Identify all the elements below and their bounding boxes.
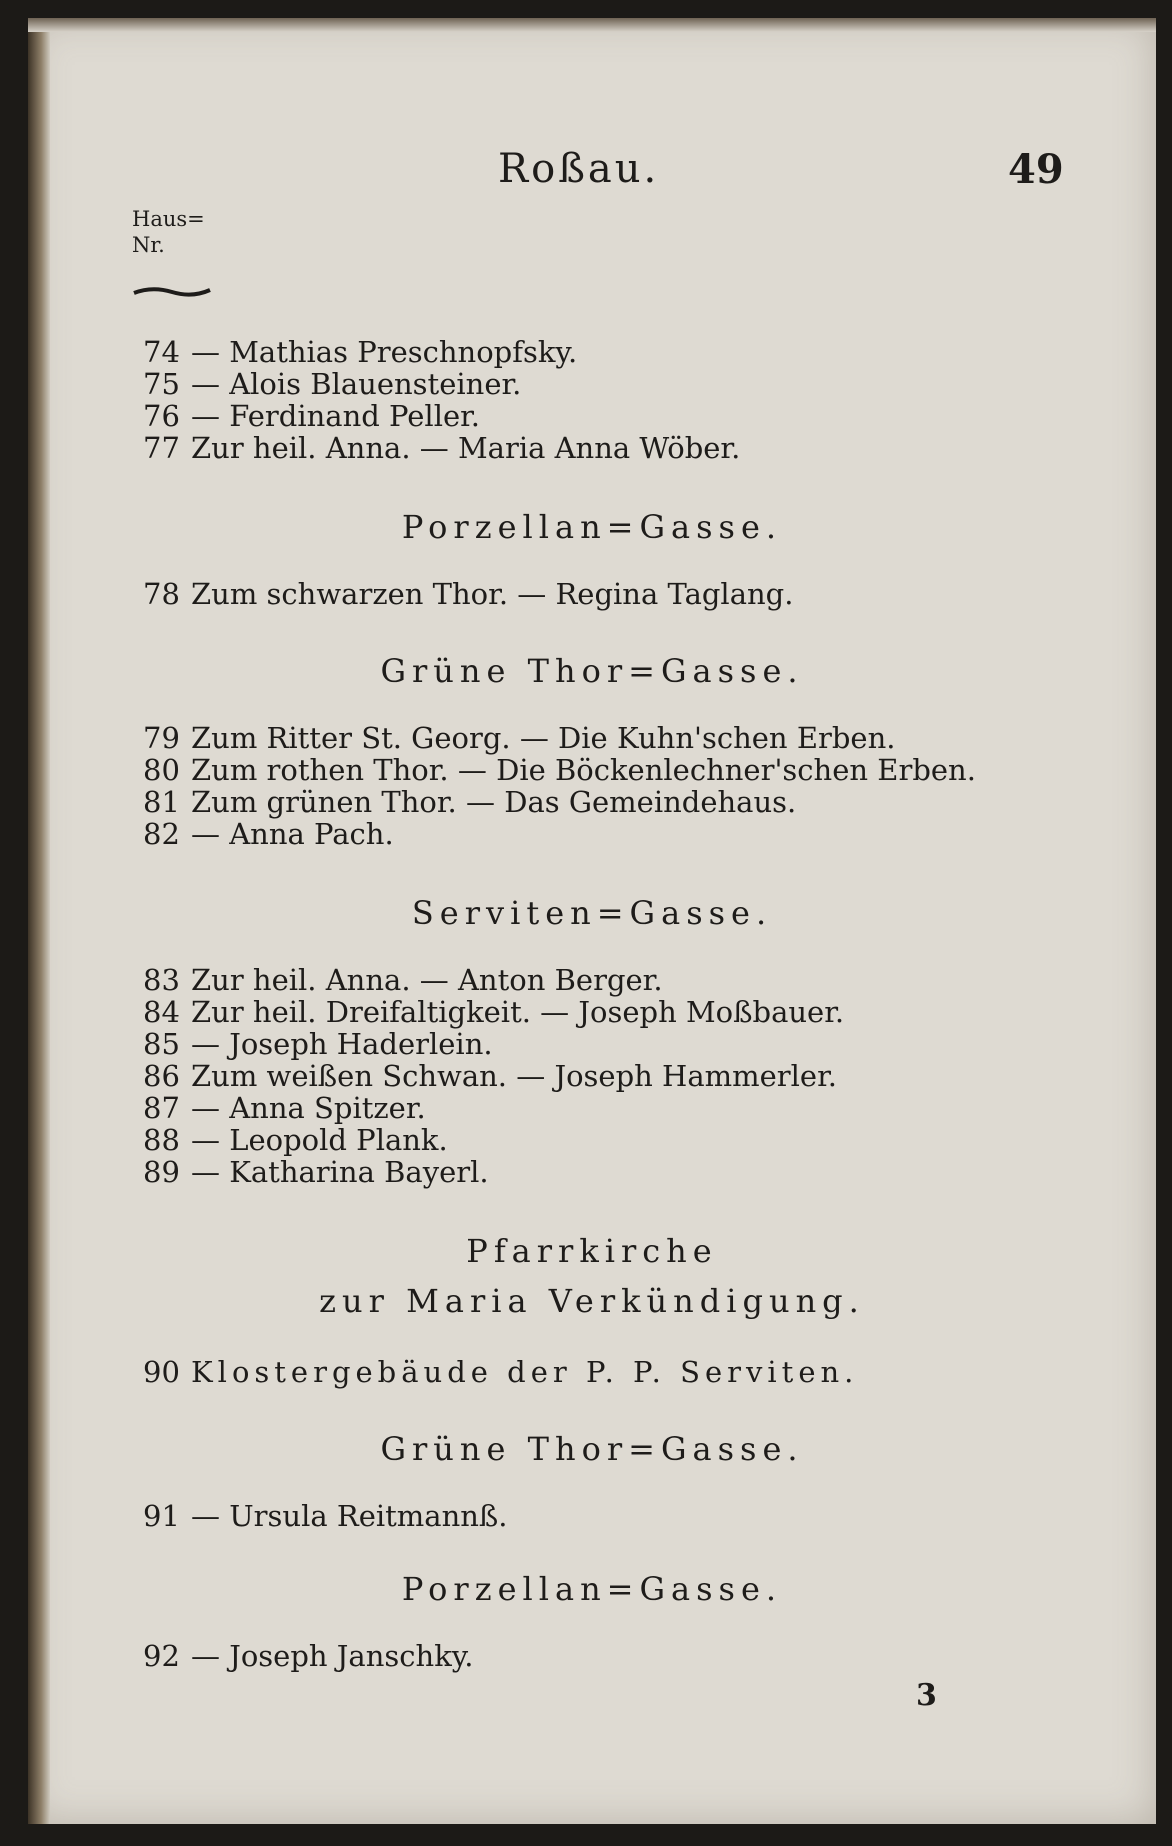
entry-77: [143, 432, 740, 464]
house-number: 85: [143, 1027, 180, 1061]
entry-text: Zum Ritter St. Georg. — Die Kuhn'schen Erben.: [191, 721, 896, 755]
house-number-column-label: [132, 206, 205, 258]
church-subheading: zur Maria Verkündigung.: [319, 1282, 865, 1320]
book-page: [28, 18, 1156, 1824]
entry-text: — Alois Blauensteiner.: [191, 367, 522, 401]
house-number: 74: [143, 335, 180, 369]
house-label-line1: Haus=: [132, 207, 205, 231]
entry-text: Zum grünen Thor. — Das Gemeindehaus.: [191, 785, 797, 819]
house-label-line2: Nr.: [132, 233, 165, 257]
entry-text: — Anna Pach.: [191, 817, 394, 851]
entry-78: [143, 578, 793, 610]
entry-86: [143, 1060, 837, 1092]
entry-88: [143, 1124, 448, 1156]
entry-text: Zum weißen Schwan. — Joseph Hammerler.: [191, 1059, 837, 1093]
entry-text: — Ursula Reitmannß.: [191, 1499, 508, 1533]
house-number: 80: [143, 753, 180, 787]
house-number: 77: [143, 431, 180, 465]
house-number: 88: [143, 1123, 180, 1157]
house-number: 90: [143, 1355, 180, 1389]
house-number: 87: [143, 1091, 180, 1125]
entry-84: [143, 996, 844, 1028]
entry-81: [143, 786, 796, 818]
house-number: 89: [143, 1155, 180, 1189]
entry-87: [143, 1092, 426, 1124]
entry-text: — Anna Spitzer.: [191, 1091, 426, 1125]
street-heading-porzellan-gasse-2: Porzellan=Gasse.: [401, 1570, 783, 1608]
entry-80: [143, 754, 976, 786]
entry-text: — Ferdinand Peller.: [191, 399, 481, 433]
entry-text: Zur heil. Anna. — Anton Berger.: [191, 963, 663, 997]
house-number: 92: [143, 1639, 180, 1673]
house-number: 82: [143, 817, 180, 851]
signature-mark: 3: [916, 1678, 937, 1713]
entry-76: [143, 400, 480, 432]
entry-text: Klostergebäude der P. P. Serviten.: [191, 1355, 859, 1389]
entry-text: Zur heil. Dreifaltigkeit. — Joseph Moßbauer.: [191, 995, 845, 1029]
page-number: 49: [1008, 146, 1064, 193]
entry-text: Zur heil. Anna. — Maria Anna Wöber.: [191, 431, 741, 465]
entry-90: [143, 1356, 858, 1388]
page-top-edge: [28, 18, 1156, 32]
entry-92: [143, 1640, 474, 1672]
entry-text: — Joseph Haderlein.: [191, 1027, 493, 1061]
entry-text: — Mathias Preschnopfsky.: [191, 335, 578, 369]
entry-89: [143, 1156, 489, 1188]
entry-82: [143, 818, 394, 850]
entry-74: [143, 336, 577, 368]
house-number: 76: [143, 399, 180, 433]
house-number: 78: [143, 577, 180, 611]
house-number: 79: [143, 721, 180, 755]
entry-85: [143, 1028, 493, 1060]
street-heading-serviten-gasse: Serviten=Gasse.: [411, 894, 773, 932]
street-heading-gruene-thor-gasse: Grüne Thor=Gasse.: [380, 652, 804, 690]
church-heading: Pfarrkirche: [466, 1232, 718, 1270]
street-heading-gruene-thor-gasse-2: Grüne Thor=Gasse.: [380, 1430, 804, 1468]
flourish-ornament: [132, 284, 212, 300]
running-head: Roßau.: [498, 146, 660, 192]
entry-91: [143, 1500, 508, 1532]
entry-text: — Joseph Janschky.: [191, 1639, 474, 1673]
entry-79: [143, 722, 895, 754]
entry-text: Zum schwarzen Thor. — Regina Taglang.: [191, 577, 794, 611]
house-number: 83: [143, 963, 180, 997]
street-heading-porzellan-gasse: Porzellan=Gasse.: [401, 508, 783, 546]
entry-text: Zum rothen Thor. — Die Böckenlechner'schen Erben.: [191, 753, 976, 787]
entry-83: [143, 964, 663, 996]
entry-text: — Leopold Plank.: [191, 1123, 448, 1157]
house-number: 75: [143, 367, 180, 401]
house-number: 91: [143, 1499, 180, 1533]
house-number: 86: [143, 1059, 180, 1093]
house-number: 84: [143, 995, 180, 1029]
house-number: 81: [143, 785, 180, 819]
entry-text: — Katharina Bayerl.: [191, 1155, 489, 1189]
entry-75: [143, 368, 521, 400]
